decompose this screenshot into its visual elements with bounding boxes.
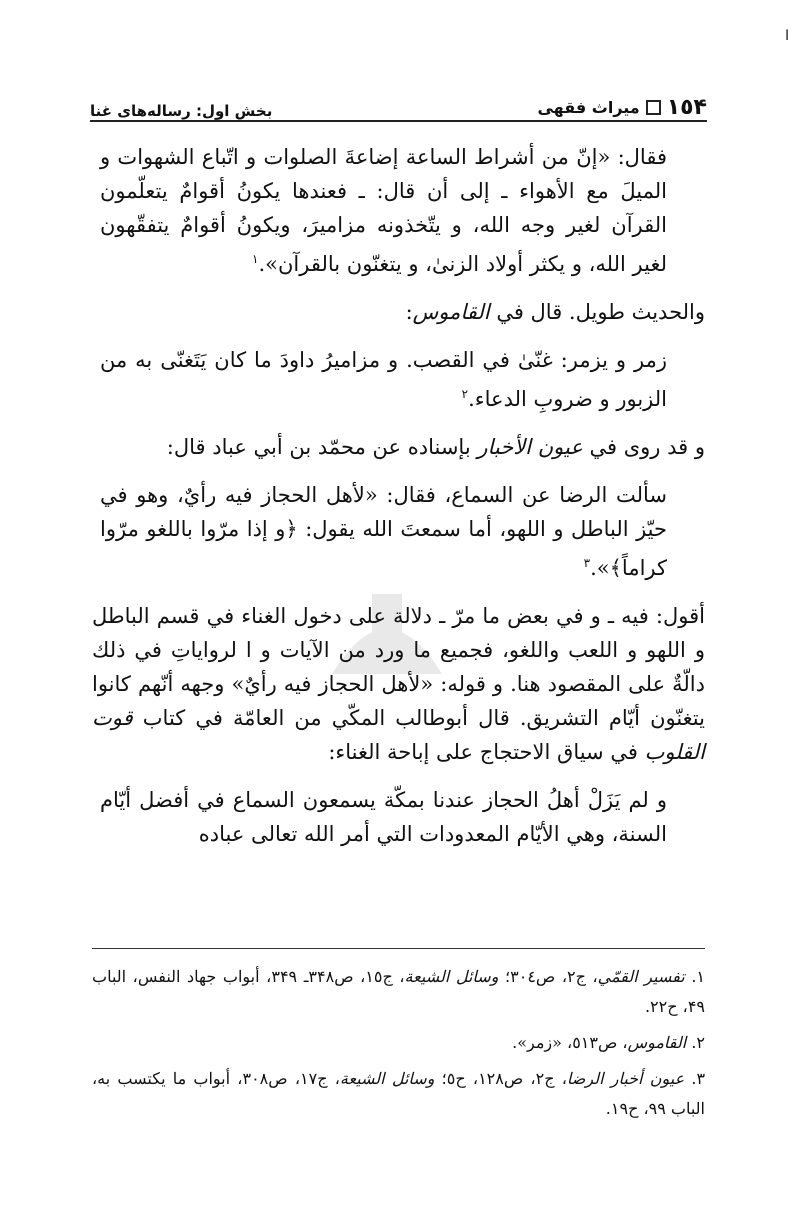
footnote-ref-1: ١	[252, 252, 259, 266]
source-title: عيون الأخبار	[477, 435, 583, 459]
source-title: قوت القلوب	[92, 706, 705, 764]
qamus-quote: زمر و يزمر: غنّىٰ في القصب. و مزاميرُ داودَ ما كان يَتَغنّى به من الزبور و ضروبِ الدعاء.$^٢$	[100, 348, 667, 411]
corner-mark: ا	[785, 28, 789, 44]
footnotes	[92, 962, 705, 1130]
footnote-1: ١. تفسير القمّي، ج٢، ص٣٠٤؛ وسائل الشيعة، ج١٥، ص٣۴٨ـ ٣۴٩، أبواب جهاد النفس، الباب ۴٩، ح٢٢.	[92, 967, 706, 1016]
section-title: بخش اول: رساله‌های غنا	[90, 102, 273, 120]
hadith-quote-2: سألت الرضا عن السماع، فقال: «لأهل الحجاز فيه رأيٌ، وهو في حيّز الباطل و اللهو، أما سمعتَ الله يقول: ﴿و إذا مرّوا باللغو مرّوا كراماً﴾».$^٣$	[100, 483, 667, 580]
footnote-ref-2: ٢	[461, 387, 469, 401]
running-header	[90, 92, 707, 122]
page-number: ١٥۴	[666, 95, 707, 120]
quote-qut-al-qulub: و لم يَزَلْ أهلُ الحجاز عندنا بمكّة يسمعون السماع في أفضل أيّام السنة، وهي الأيّام المعدودات التي أمر الله تعالى عباده	[100, 788, 667, 846]
footnote-2: ٢. القاموس، ص٥١٣، «زمر».	[512, 1033, 705, 1052]
footnote-ref-3: ٣	[583, 556, 591, 570]
hadith-quote-1: فقال: «إنّ من أشراط الساعة إضاعةَ الصلوات و اتّباع الشهوات و الميلَ مع الأهواء ـ إلى أن قال: ـ فعندها يكونُ أقوامٌ يتعلّمون القرآن لغير وجه الله، و يتّخذونه مزاميرَ، ويكونُ أقوامٌ يتفقّهون لغير الله، و يكثر أولاد الزنىٰ، و يتغنّون بالقرآن».$^١$	[100, 145, 667, 276]
footnote-3: ٣. عيون أخبار الرضا، ج٢، ص١٢٨، ح٥؛ وسائل الشيعة، ج١٧، ص٣٠٨، أبواب ما يكتسب به، الباب ٩٩، ح١٩.	[92, 1069, 706, 1118]
footnote-divider	[92, 948, 705, 949]
book-title: میراث فقهی	[537, 98, 640, 117]
paragraph-uyun-intro: و قد روى في عيون الأخبار بإسناده عن محمّد بن أبي عباد قال:	[166, 435, 705, 459]
header-right	[537, 95, 707, 120]
square-icon	[646, 100, 661, 115]
paragraph-commentary: أقول: فيه ـ و في بعض ما مرّ ـ دلالة على دخول الغناء في قسم الباطل و اللهو و اللعب واللغو، فجميع ما ورد من الآيات و ا لرواياتِ في ذلك دالّةٌ على المقصود هنا. و قوله: «لأهل الحجاز فيه رأيٌ» وجهه أنّهم كانوا يتغنّون أيّام التشريق. قال أبوطالب المكّي من العامّة في كتاب قوت القلوب في سياق الاحتجاج على إباحة الغناء:	[92, 604, 705, 764]
main-text	[92, 140, 705, 851]
source-title: القاموس	[412, 300, 490, 324]
paragraph-qamus-intro: والحديث طويل. قال في القاموس:	[405, 300, 705, 324]
